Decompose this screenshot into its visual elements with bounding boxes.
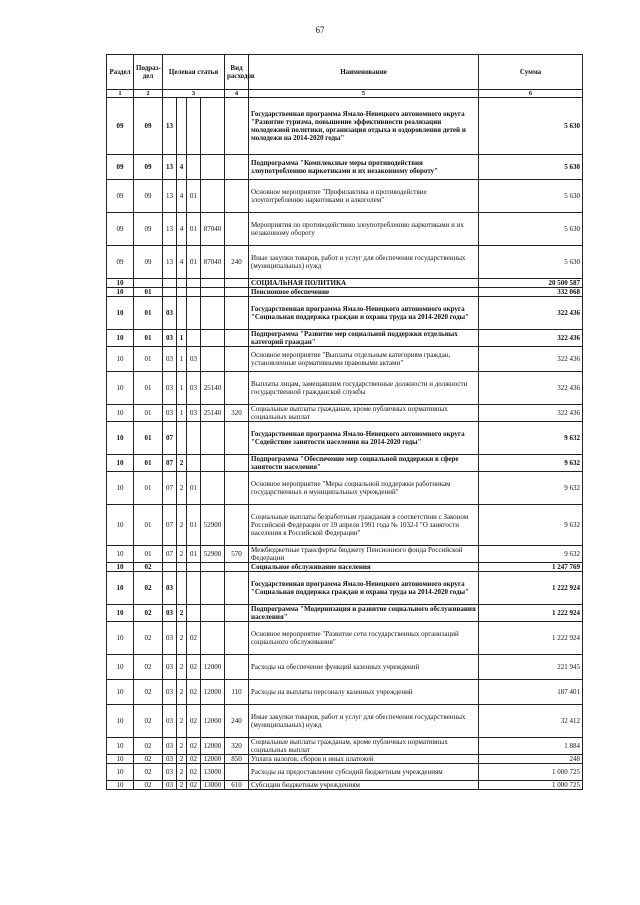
cell-naimenovanie: Государственная программа Ямало-Ненецкого автономного округа "Социальная поддержка граждан и охрана труда на 2014-2020 годы" xyxy=(249,297,479,330)
cell-direction xyxy=(201,288,225,297)
cell-program: 03 xyxy=(163,738,177,755)
cell-razdel: 10 xyxy=(107,405,134,422)
header-num-2: 2 xyxy=(134,90,163,98)
cell-naimenovanie: СОЦИАЛЬНАЯ ПОЛИТИКА xyxy=(249,279,479,288)
header-podrazdel: Подраз-дел xyxy=(134,55,163,90)
cell-program: 03 xyxy=(163,605,177,622)
cell-vid-raskhodov xyxy=(225,472,249,505)
table-row xyxy=(107,279,583,288)
cell-naimenovanie: Субсидии бюджетным учреждениям xyxy=(249,781,479,790)
table-row xyxy=(107,546,583,563)
cell-event xyxy=(187,288,201,297)
cell-summa: 322 436 xyxy=(479,330,583,347)
cell-subprogram xyxy=(177,563,187,572)
cell-program: 03 xyxy=(163,347,177,372)
cell-subprogram: 2 xyxy=(177,705,187,738)
cell-vid-raskhodov xyxy=(225,572,249,605)
cell-summa: 1 000 725 xyxy=(479,764,583,781)
cell-summa: 9 632 xyxy=(479,505,583,546)
cell-summa: 20 500 587 xyxy=(479,279,583,288)
cell-subprogram: 1 xyxy=(177,405,187,422)
cell-vid-raskhodov: 240 xyxy=(225,705,249,738)
cell-program: 03 xyxy=(163,622,177,655)
cell-razdel: 10 xyxy=(107,546,134,563)
header-num-4: 4 xyxy=(225,90,249,98)
cell-summa: 248 xyxy=(479,755,583,764)
cell-direction: 12000 xyxy=(201,680,225,705)
cell-vid-raskhodov xyxy=(225,347,249,372)
cell-podrazdel: 09 xyxy=(134,246,163,279)
cell-program: 03 xyxy=(163,372,177,405)
cell-razdel: 10 xyxy=(107,738,134,755)
cell-naimenovanie: Социальные выплаты безработным гражданам в соответствии с Законом Российской Федерации от 19 апреля 1991 года № 1032-I "О занятости населения в Российской Федерации" xyxy=(249,505,479,546)
cell-summa: 9 632 xyxy=(479,455,583,472)
cell-podrazdel: 01 xyxy=(134,347,163,372)
cell-direction xyxy=(201,98,225,155)
cell-program: 07 xyxy=(163,472,177,505)
cell-vid-raskhodov: 240 xyxy=(225,246,249,279)
table-row xyxy=(107,755,583,764)
cell-summa: 1 884 xyxy=(479,738,583,755)
cell-vid-raskhodov xyxy=(225,764,249,781)
cell-program: 13 xyxy=(163,213,177,246)
cell-summa: 5 630 xyxy=(479,180,583,213)
cell-event xyxy=(187,422,201,455)
cell-subprogram: 4 xyxy=(177,155,187,180)
cell-event: 01 xyxy=(187,213,201,246)
cell-subprogram: 2 xyxy=(177,505,187,546)
cell-razdel: 10 xyxy=(107,279,134,288)
cell-event: 02 xyxy=(187,764,201,781)
cell-subprogram: 1 xyxy=(177,330,187,347)
cell-event xyxy=(187,605,201,622)
cell-vid-raskhodov xyxy=(225,422,249,455)
cell-subprogram: 2 xyxy=(177,781,187,790)
cell-razdel: 10 xyxy=(107,605,134,622)
cell-subprogram xyxy=(177,288,187,297)
header-number-row xyxy=(107,90,583,98)
cell-podrazdel: 02 xyxy=(134,655,163,680)
cell-vid-raskhodov xyxy=(225,330,249,347)
cell-event xyxy=(187,330,201,347)
cell-subprogram: 1 xyxy=(177,372,187,405)
cell-naimenovanie: Подпрограмма "Комплексные меры противодействия злоупотреблению наркотиками и их незаконному обороту" xyxy=(249,155,479,180)
cell-naimenovanie: Государственная программа Ямало-Ненецкого автономного округа "Социальная поддержка граждан и охрана труда на 2014-2020 годы" xyxy=(249,572,479,605)
cell-program: 03 xyxy=(163,655,177,680)
cell-naimenovanie: Расходы на предоставление субсидий бюджетным учреждениям xyxy=(249,764,479,781)
cell-naimenovanie: Мероприятия по противодействию злоупотреблению наркотиками и их незаконному обороту xyxy=(249,213,479,246)
cell-direction xyxy=(201,330,225,347)
cell-event: 02 xyxy=(187,655,201,680)
cell-podrazdel: 02 xyxy=(134,738,163,755)
cell-direction: 12000 xyxy=(201,655,225,680)
cell-subprogram xyxy=(177,279,187,288)
header-vid-raskhodov: Вид расходов xyxy=(225,55,249,90)
cell-razdel: 10 xyxy=(107,655,134,680)
cell-summa: 1 222 924 xyxy=(479,622,583,655)
table-row xyxy=(107,455,583,472)
cell-subprogram: 2 xyxy=(177,472,187,505)
cell-naimenovanie: Государственная программа Ямало-Ненецкого автономного округа "Содействие занятости населения на 2014-2020 годы" xyxy=(249,422,479,455)
cell-naimenovanie: Социальные выплаты гражданам, кроме публичных нормативных социальных выплат xyxy=(249,405,479,422)
header-summa: Сумма xyxy=(479,55,583,90)
cell-subprogram: 2 xyxy=(177,680,187,705)
cell-event: 02 xyxy=(187,781,201,790)
cell-podrazdel: 09 xyxy=(134,213,163,246)
cell-naimenovanie: Основное мероприятие "Развитие сети государственных организаций социального обслуживания" xyxy=(249,622,479,655)
table-row xyxy=(107,680,583,705)
cell-subprogram: 2 xyxy=(177,755,187,764)
cell-podrazdel: 01 xyxy=(134,505,163,546)
cell-summa: 322 436 xyxy=(479,347,583,372)
header-num-3: 3 xyxy=(163,90,225,98)
table-row xyxy=(107,705,583,738)
cell-razdel: 10 xyxy=(107,347,134,372)
cell-summa: 332 068 xyxy=(479,288,583,297)
cell-subprogram: 2 xyxy=(177,622,187,655)
cell-subprogram xyxy=(177,422,187,455)
cell-subprogram xyxy=(177,572,187,605)
cell-podrazdel: 02 xyxy=(134,622,163,655)
cell-program: 03 xyxy=(163,405,177,422)
cell-subprogram: 4 xyxy=(177,180,187,213)
cell-event xyxy=(187,455,201,472)
cell-naimenovanie: Подпрограмма "Модернизация и развитие социального обслуживания населения" xyxy=(249,605,479,622)
cell-razdel: 10 xyxy=(107,288,134,297)
table-row xyxy=(107,372,583,405)
cell-direction: 12000 xyxy=(201,738,225,755)
cell-event: 03 xyxy=(187,347,201,372)
table-row xyxy=(107,622,583,655)
cell-vid-raskhodov xyxy=(225,98,249,155)
cell-subprogram: 1 xyxy=(177,347,187,372)
cell-summa: 322 436 xyxy=(479,297,583,330)
cell-program: 03 xyxy=(163,297,177,330)
cell-event: 02 xyxy=(187,622,201,655)
cell-podrazdel: 02 xyxy=(134,705,163,738)
header-naimenovanie: Наименование xyxy=(249,55,479,90)
cell-direction: 13000 xyxy=(201,764,225,781)
cell-direction: 25140 xyxy=(201,405,225,422)
cell-naimenovanie: Межбюджетные трансферты бюджету Пенсионного фонда Российской Федерации xyxy=(249,546,479,563)
cell-vid-raskhodov xyxy=(225,655,249,680)
cell-razdel: 09 xyxy=(107,98,134,155)
cell-podrazdel xyxy=(134,279,163,288)
cell-program: 13 xyxy=(163,155,177,180)
cell-event: 02 xyxy=(187,755,201,764)
cell-summa: 187 401 xyxy=(479,680,583,705)
table-row xyxy=(107,297,583,330)
cell-podrazdel: 01 xyxy=(134,297,163,330)
cell-event: 02 xyxy=(187,705,201,738)
cell-razdel: 10 xyxy=(107,505,134,546)
cell-naimenovanie: Расходы на выплаты персоналу казенных учреждений xyxy=(249,680,479,705)
cell-direction: 12000 xyxy=(201,705,225,738)
cell-vid-raskhodov xyxy=(225,505,249,546)
cell-program xyxy=(163,288,177,297)
cell-razdel: 10 xyxy=(107,422,134,455)
cell-vid-raskhodov: 320 xyxy=(225,405,249,422)
cell-podrazdel: 01 xyxy=(134,422,163,455)
cell-event: 01 xyxy=(187,472,201,505)
cell-podrazdel: 01 xyxy=(134,288,163,297)
cell-event xyxy=(187,563,201,572)
cell-vid-raskhodov xyxy=(225,605,249,622)
cell-summa: 221 945 xyxy=(479,655,583,680)
cell-summa: 1 222 924 xyxy=(479,605,583,622)
cell-summa: 1 222 924 xyxy=(479,572,583,605)
cell-program xyxy=(163,279,177,288)
cell-program: 07 xyxy=(163,422,177,455)
cell-summa: 32 412 xyxy=(479,705,583,738)
cell-razdel: 10 xyxy=(107,781,134,790)
cell-event xyxy=(187,297,201,330)
cell-summa: 322 436 xyxy=(479,372,583,405)
cell-subprogram: 2 xyxy=(177,738,187,755)
table-row xyxy=(107,505,583,546)
table-row xyxy=(107,213,583,246)
cell-vid-raskhodov xyxy=(225,213,249,246)
cell-razdel: 10 xyxy=(107,755,134,764)
cell-direction xyxy=(201,347,225,372)
header-razdel: Раздел xyxy=(107,55,134,90)
cell-podrazdel: 01 xyxy=(134,372,163,405)
cell-razdel: 10 xyxy=(107,764,134,781)
header-tselevaya-statya: Целевая статья xyxy=(163,55,225,90)
cell-razdel: 10 xyxy=(107,705,134,738)
table-row xyxy=(107,472,583,505)
cell-podrazdel: 02 xyxy=(134,680,163,705)
cell-direction xyxy=(201,297,225,330)
table-row xyxy=(107,655,583,680)
header-row xyxy=(107,55,583,90)
cell-vid-raskhodov xyxy=(225,622,249,655)
table-row xyxy=(107,738,583,755)
cell-event: 01 xyxy=(187,546,201,563)
cell-event: 03 xyxy=(187,405,201,422)
page-number: 67 xyxy=(315,25,325,35)
cell-vid-raskhodov xyxy=(225,297,249,330)
header-num-5: 5 xyxy=(249,90,479,98)
cell-razdel: 10 xyxy=(107,622,134,655)
cell-razdel: 10 xyxy=(107,330,134,347)
cell-direction: 87040 xyxy=(201,246,225,279)
cell-naimenovanie: Государственная программа Ямало-Ненецкого автономного округа "Развитие туризма, повышение эффективности реализации молодежной политики, организация отдыха и оздоровления детей и молодежи на 2014-2020 годы" xyxy=(249,98,479,155)
cell-program: 03 xyxy=(163,781,177,790)
cell-subprogram: 2 xyxy=(177,605,187,622)
cell-podrazdel: 01 xyxy=(134,330,163,347)
table-row xyxy=(107,605,583,622)
cell-direction xyxy=(201,155,225,180)
cell-razdel: 10 xyxy=(107,455,134,472)
cell-podrazdel: 09 xyxy=(134,155,163,180)
cell-subprogram: 4 xyxy=(177,246,187,279)
cell-program: 03 xyxy=(163,572,177,605)
cell-vid-raskhodov: 570 xyxy=(225,546,249,563)
cell-razdel: 09 xyxy=(107,213,134,246)
cell-program: 13 xyxy=(163,180,177,213)
cell-podrazdel: 01 xyxy=(134,455,163,472)
cell-subprogram xyxy=(177,98,187,155)
cell-razdel: 10 xyxy=(107,572,134,605)
cell-naimenovanie: Основное мероприятие "Выплаты отдельным категориям граждан, установленные нормативными правовыми актами" xyxy=(249,347,479,372)
cell-direction: 13000 xyxy=(201,781,225,790)
cell-razdel: 10 xyxy=(107,297,134,330)
cell-vid-raskhodov: 110 xyxy=(225,680,249,705)
cell-summa: 322 436 xyxy=(479,405,583,422)
cell-podrazdel: 02 xyxy=(134,781,163,790)
cell-program: 07 xyxy=(163,546,177,563)
cell-program: 03 xyxy=(163,755,177,764)
cell-direction xyxy=(201,572,225,605)
table-row xyxy=(107,405,583,422)
table-row xyxy=(107,155,583,180)
cell-summa: 5 630 xyxy=(479,98,583,155)
cell-naimenovanie: Подпрограмма "Обеспечение мер социальной поддержки в сфере занятости населения" xyxy=(249,455,479,472)
cell-summa: 9 632 xyxy=(479,546,583,563)
table-row xyxy=(107,330,583,347)
cell-direction: 87040 xyxy=(201,213,225,246)
cell-vid-raskhodov: 610 xyxy=(225,781,249,790)
cell-event: 02 xyxy=(187,738,201,755)
cell-subprogram xyxy=(177,297,187,330)
cell-vid-raskhodov xyxy=(225,372,249,405)
cell-direction: 52900 xyxy=(201,546,225,563)
cell-podrazdel: 09 xyxy=(134,98,163,155)
cell-event xyxy=(187,98,201,155)
cell-direction: 52900 xyxy=(201,505,225,546)
cell-naimenovanie: Уплата налогов, сборов и иных платежей xyxy=(249,755,479,764)
cell-program: 13 xyxy=(163,98,177,155)
table-row xyxy=(107,572,583,605)
cell-event xyxy=(187,279,201,288)
cell-direction xyxy=(201,622,225,655)
cell-direction xyxy=(201,422,225,455)
table-row xyxy=(107,422,583,455)
cell-podrazdel: 02 xyxy=(134,755,163,764)
cell-summa: 1 000 725 xyxy=(479,781,583,790)
header-num-1: 1 xyxy=(107,90,134,98)
header-num-6: 6 xyxy=(479,90,583,98)
cell-podrazdel: 09 xyxy=(134,180,163,213)
cell-vid-raskhodov: 320 xyxy=(225,738,249,755)
cell-subprogram: 2 xyxy=(177,764,187,781)
cell-direction xyxy=(201,279,225,288)
cell-direction xyxy=(201,563,225,572)
cell-event xyxy=(187,572,201,605)
cell-subprogram: 2 xyxy=(177,455,187,472)
cell-event: 01 xyxy=(187,246,201,279)
cell-direction xyxy=(201,180,225,213)
cell-vid-raskhodov xyxy=(225,180,249,213)
cell-event: 01 xyxy=(187,180,201,213)
cell-naimenovanie: Расходы на обеспечение функций казенных учреждений xyxy=(249,655,479,680)
cell-naimenovanie: Социальные выплаты гражданам, кроме публичных нормативных социальных выплат xyxy=(249,738,479,755)
table-row xyxy=(107,288,583,297)
cell-direction xyxy=(201,472,225,505)
cell-naimenovanie: Иные закупки товаров, работ и услуг для обеспечения государственных (муниципальных) нужд xyxy=(249,705,479,738)
cell-summa: 9 632 xyxy=(479,472,583,505)
cell-vid-raskhodov xyxy=(225,155,249,180)
cell-program: 07 xyxy=(163,455,177,472)
cell-razdel: 09 xyxy=(107,155,134,180)
cell-event: 02 xyxy=(187,680,201,705)
cell-naimenovanie: Основное мероприятие "Меры социальной поддержки работникам государственных и муниципальных учреждений" xyxy=(249,472,479,505)
cell-program: 07 xyxy=(163,505,177,546)
cell-vid-raskhodov: 850 xyxy=(225,755,249,764)
cell-naimenovanie: Выплаты лицам, замещавшим государственные должности и должности государственной гражданской службы xyxy=(249,372,479,405)
cell-direction xyxy=(201,605,225,622)
cell-vid-raskhodov xyxy=(225,563,249,572)
cell-program xyxy=(163,563,177,572)
cell-program: 03 xyxy=(163,705,177,738)
cell-podrazdel: 01 xyxy=(134,472,163,505)
cell-naimenovanie: Пенсионное обеспечение xyxy=(249,288,479,297)
cell-razdel: 10 xyxy=(107,372,134,405)
cell-summa: 1 247 769 xyxy=(479,563,583,572)
cell-razdel: 10 xyxy=(107,472,134,505)
cell-razdel: 09 xyxy=(107,246,134,279)
cell-program: 03 xyxy=(163,680,177,705)
cell-vid-raskhodov xyxy=(225,279,249,288)
cell-naimenovanie: Основное мероприятие "Профилактика и противодействие злоупотреблению наркотиками и алкоголем" xyxy=(249,180,479,213)
table-row xyxy=(107,246,583,279)
cell-program: 03 xyxy=(163,764,177,781)
cell-subprogram: 2 xyxy=(177,546,187,563)
cell-summa: 9 632 xyxy=(479,422,583,455)
cell-subprogram: 4 xyxy=(177,213,187,246)
cell-naimenovanie: Социальное обслуживание населения xyxy=(249,563,479,572)
cell-razdel: 10 xyxy=(107,680,134,705)
cell-direction: 12000 xyxy=(201,755,225,764)
cell-razdel: 09 xyxy=(107,180,134,213)
cell-podrazdel: 02 xyxy=(134,572,163,605)
cell-direction: 25140 xyxy=(201,372,225,405)
cell-podrazdel: 01 xyxy=(134,405,163,422)
table-row xyxy=(107,98,583,155)
cell-event: 01 xyxy=(187,505,201,546)
cell-program: 03 xyxy=(163,330,177,347)
table-row xyxy=(107,180,583,213)
cell-podrazdel: 02 xyxy=(134,563,163,572)
cell-podrazdel: 02 xyxy=(134,764,163,781)
cell-summa: 5 630 xyxy=(479,246,583,279)
cell-vid-raskhodov xyxy=(225,455,249,472)
cell-subprogram: 2 xyxy=(177,655,187,680)
cell-event xyxy=(187,155,201,180)
table-row xyxy=(107,781,583,790)
budget-table xyxy=(106,54,583,790)
cell-razdel: 10 xyxy=(107,563,134,572)
table-row xyxy=(107,764,583,781)
cell-vid-raskhodov xyxy=(225,288,249,297)
cell-summa: 5 630 xyxy=(479,213,583,246)
cell-naimenovanie: Иные закупки товаров, работ и услуг для обеспечения государственных (муниципальных) нужд xyxy=(249,246,479,279)
cell-podrazdel: 01 xyxy=(134,546,163,563)
table-body xyxy=(107,98,583,790)
table-row xyxy=(107,347,583,372)
cell-summa: 5 630 xyxy=(479,155,583,180)
table-row xyxy=(107,563,583,572)
cell-program: 13 xyxy=(163,246,177,279)
cell-event: 03 xyxy=(187,372,201,405)
cell-direction xyxy=(201,455,225,472)
cell-podrazdel: 02 xyxy=(134,605,163,622)
cell-naimenovanie: Подпрограмма "Развитие мер социальной поддержки отдельных категорий граждан" xyxy=(249,330,479,347)
